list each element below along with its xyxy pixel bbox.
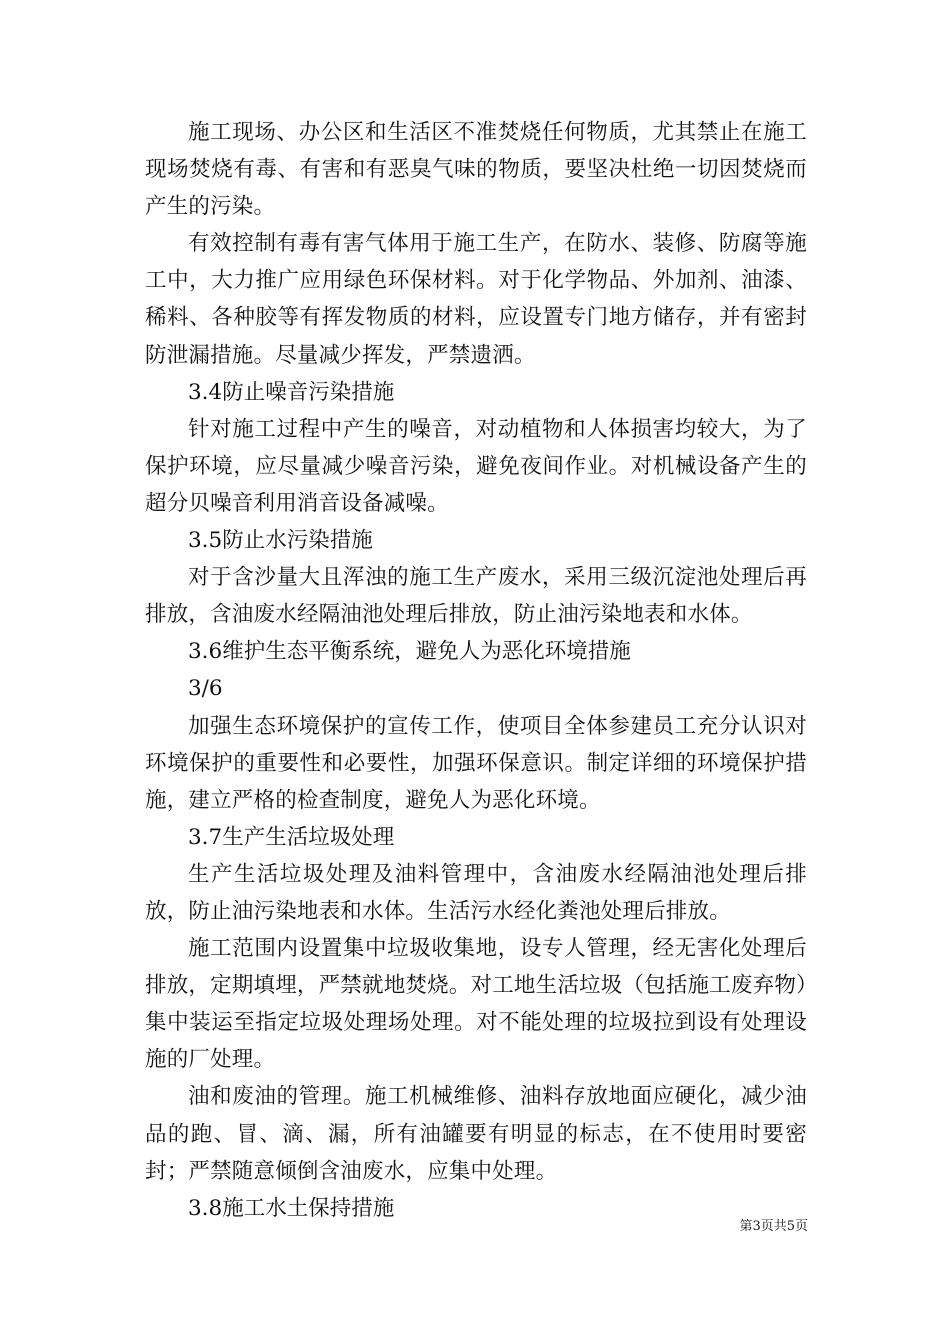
paragraph-ecology-measures: 加强生态环境保护的宣传工作，使项目全体参建员工充分认识对环境保护的重要性和必要性，加强环保意识。制定详细的环境保护措施，建立严格的检查制度，避免人为恶化环境。 <box>145 713 807 813</box>
paragraph-oil-management: 油和废油的管理。施工机械维修、油料存放地面应硬化，减少油品的跑、冒、滴、漏，所有油罐要有明显的标志，在不使用时要密封；严禁随意倾倒含油废水，应集中处理。 <box>145 1084 807 1184</box>
document-body <box>145 114 807 1227</box>
section-heading-water: 3.5防止水污染措施 <box>188 528 373 554</box>
paragraph-garbage-collection: 施工范围内设置集中垃圾收集地，设专人管理，经无害化处理后排放，定期填埋，严禁就地焚烧。对工地生活垃圾（包括施工废弃物）集中装运至指定垃圾处理场处理。对不能处理的垃圾拉到设有处理设施的厂处理。 <box>145 936 807 1073</box>
section-heading-ecology: 3.6维护生态平衡系统，避免人为恶化环境措施 <box>188 639 631 665</box>
paragraph-toxic-gas-control: 有效控制有毒有害气体用于施工生产，在防水、装修、防腐等施工中，大力推广应用绿色环保材料。对于化学物品、外加剂、油漆、稀料、各种胶等有挥发物质的材料，应设置专门地方储存，并有密封防泄漏措施。尽量减少挥发，严禁遗洒。 <box>145 231 807 368</box>
paragraph-water-measures: 对于含沙量大且浑浊的施工生产废水，采用三级沉淀池处理后再排放，含油废水经隔油池处理后排放，防止油污染地表和水体。 <box>145 565 807 628</box>
section-heading-waste: 3.7生产生活垃圾处理 <box>188 824 395 850</box>
paragraph-noise-measures: 针对施工过程中产生的噪音，对动植物和人体损害均较大，为了保护环境，应尽量减少噪音污染，避免夜间作业。对机械设备产生的超分贝噪音利用消音设备减噪。 <box>145 416 807 516</box>
paragraph-burning-prohibition: 施工现场、办公区和生活区不准焚烧任何物质，尤其禁止在施工现场焚烧有毒、有害和有恶臭气味的物质，要坚决杜绝一切因焚烧而产生的污染。 <box>145 120 807 220</box>
page-number-footer: 第3页共5页 <box>739 1219 808 1234</box>
inline-page-marker: 3/6 <box>188 676 223 702</box>
section-heading-noise: 3.4防止噪音污染措施 <box>188 379 395 405</box>
section-heading-soil-water: 3.8施工水土保持措施 <box>188 1195 395 1221</box>
paragraph-waste-oil: 生产生活垃圾处理及油料管理中，含油废水经隔油池处理后排放，防止油污染地表和水体。生活污水经化粪池处理后排放。 <box>145 861 807 924</box>
